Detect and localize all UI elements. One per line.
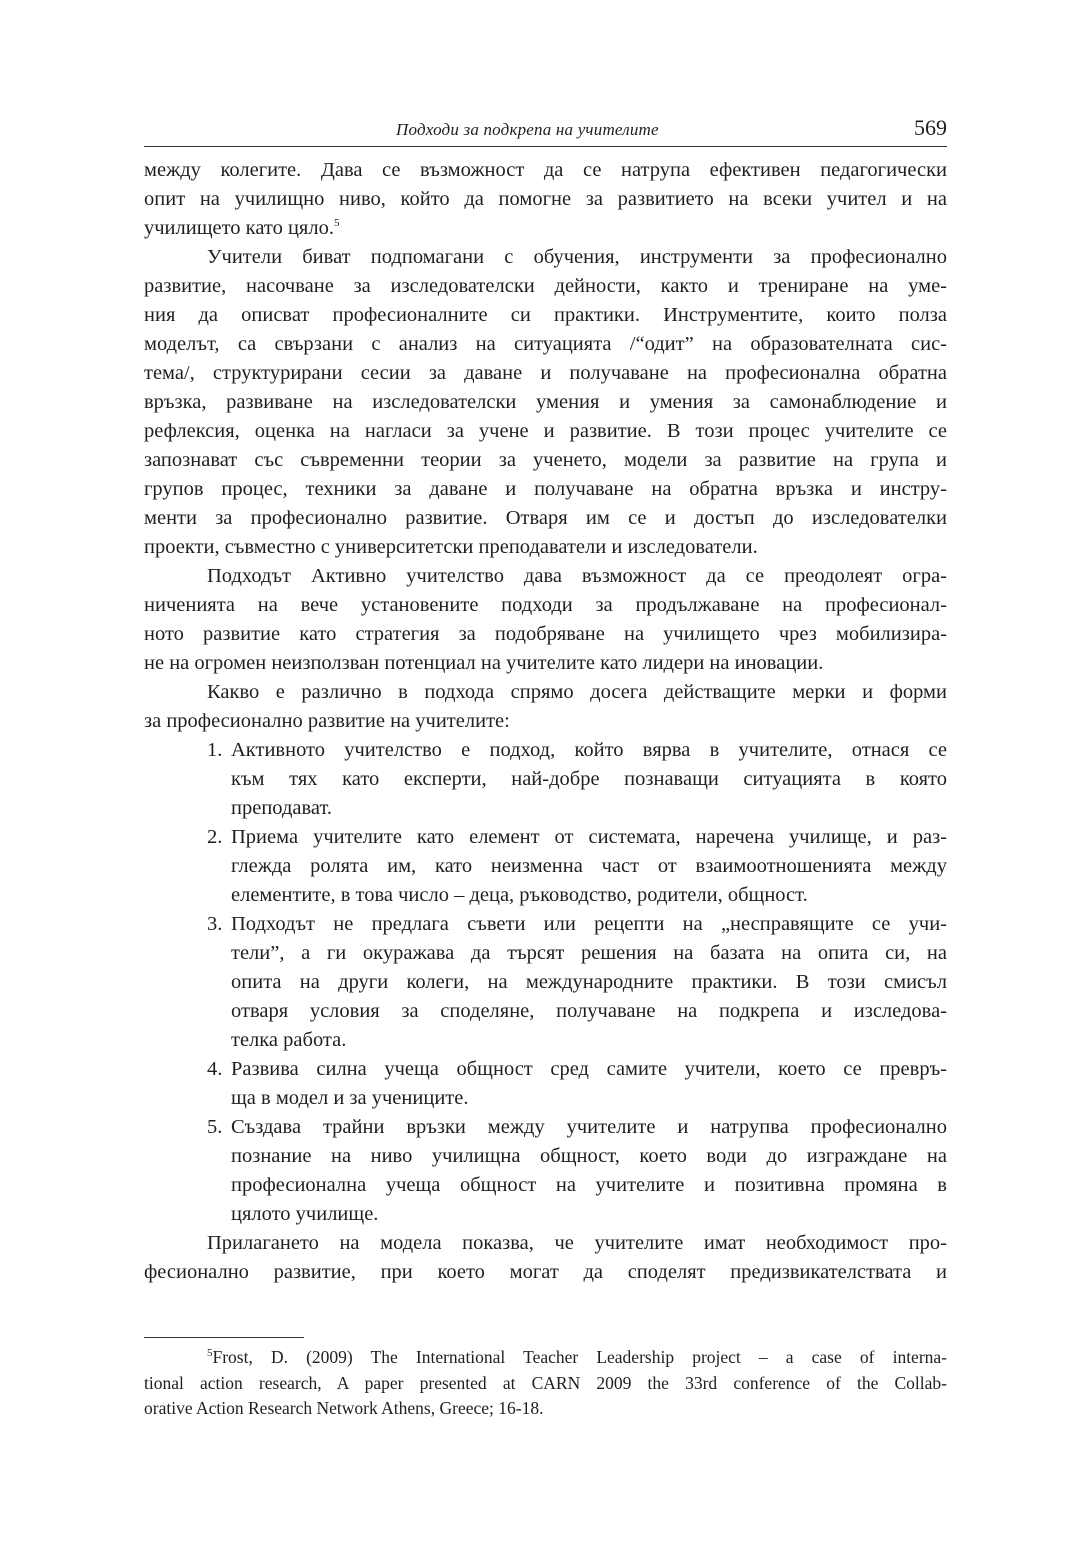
list-number: 2. xyxy=(207,826,223,848)
text-line: не на огромен неизползван потенциал на учителите като лидери на иновации. xyxy=(144,652,824,674)
footnote-reference: 5 xyxy=(333,217,340,230)
numbered-list xyxy=(144,736,947,1229)
paragraph xyxy=(144,562,947,678)
text-line: Какво е различно в подхода спрямо досега действащите мерки и форми xyxy=(207,681,947,703)
text-line: телка работа. xyxy=(231,1029,347,1051)
text-line: преподават. xyxy=(231,797,332,819)
paragraph xyxy=(144,1229,947,1287)
text-line: елементите, в това число – деца, ръководство, родители, общност. xyxy=(231,884,808,906)
list-number: 3. xyxy=(207,913,223,935)
text-line: Създава трайни връзки между учителите и натрупва професионално xyxy=(231,1116,947,1138)
text-line: за професионално развитие на учителите: xyxy=(144,710,510,732)
text-line: Подходът Активно учителство дава възможност да се преодолеят огра- xyxy=(207,565,947,587)
paragraph xyxy=(144,243,947,562)
list-number: 1. xyxy=(207,739,223,761)
list-item xyxy=(207,823,947,910)
footnote-line xyxy=(144,1345,947,1371)
text-line: връзка, развиване на изследователски умения и умения за самонаблюдение и xyxy=(144,391,947,413)
text-line: Активното учителство е подход, който вярва в учителите, отнася се xyxy=(231,739,947,761)
text-line: менти за професионално развитие. Отваря им се и достъп до изследователки xyxy=(144,507,947,529)
text-line: Развива силна учеща общност сред самите учители, което се превръ- xyxy=(231,1058,947,1080)
text-line: развитие, насочване за изследователски дейности, както и трениране на уме- xyxy=(144,275,947,297)
list-item xyxy=(207,1113,947,1229)
text-line: Подходът не предлага съвети или рецепти на „несправящите се учи- xyxy=(231,913,947,935)
running-header xyxy=(144,112,947,147)
text-line: познание на ниво училищна общност, което води до изграждане на xyxy=(231,1145,947,1167)
list-number: 4. xyxy=(207,1058,223,1080)
list-number: 5. xyxy=(207,1116,223,1138)
page-number: 569 xyxy=(914,115,947,140)
footnote-line: tional action research, A paper presented at CARN 2009 the 33rd conference of the Collab- xyxy=(144,1372,947,1393)
text-line: ща в модел и за учениците. xyxy=(231,1087,469,1109)
footnote-line: orative Action Research Network Athens, Greece; 16-18. xyxy=(144,1398,544,1418)
page xyxy=(144,112,947,1287)
body-text xyxy=(144,156,947,1287)
text-line: цялото училище. xyxy=(231,1203,379,1225)
text-line: ното развитие като стратегия за подобряване на училището чрез мобилизира- xyxy=(144,623,947,645)
text-line: ниченията на вече установените подходи за продължаване на професионал- xyxy=(144,594,947,616)
text-line: ния да описват професионалните си практики. Инструментите, които полза xyxy=(144,304,947,326)
text-line: към тях като експерти, най-добре познаващи ситуацията в която xyxy=(231,768,947,790)
text-line: моделът, са свързани с анализ на ситуацията /“одит” на образователната сис- xyxy=(144,333,947,355)
text-line: глежда ролята им, като неизменна част от взаимоотношенията между xyxy=(231,855,947,877)
text-line: опит на училищно ниво, който да помогне за развитието на всеки учител и на xyxy=(144,188,947,210)
text-line: Приема учителите като елемент от системата, наречена училище, и раз- xyxy=(231,826,947,848)
list-item xyxy=(207,736,947,823)
text-line: отваря условия за споделяне, получаване на подкрепа и изследова- xyxy=(231,1000,947,1022)
text-line: между колегите. Дава се възможност да се натрупа ефективен педагогически xyxy=(144,159,947,181)
text-line: групов процес, техники за даване и получаване на обратна връзка и инстру- xyxy=(144,478,947,500)
footnote-marker: 5 xyxy=(207,1347,213,1360)
text-line: проекти, съвместно с университетски преподаватели и изследователи. xyxy=(144,536,758,558)
text-fragment: училището като цяло. xyxy=(144,217,334,239)
paragraph xyxy=(144,678,947,736)
running-title: Подходи за подкрепа на учителите xyxy=(396,120,659,139)
text-line: рефлексия, оценка на нагласи за учене и развитие. В този процес учителите се xyxy=(144,420,947,442)
text-line: запознават със съвременни теории за ученето, модели за развитие на група и xyxy=(144,449,947,471)
paragraph xyxy=(144,156,947,243)
text-fragment: Frost, D. (2009) The International Teacher Leadership project – a case of interna- xyxy=(212,1347,947,1367)
text-line: Прилагането на модела показва, че учителите имат необходимост про- xyxy=(207,1232,947,1254)
text-line xyxy=(144,214,947,243)
text-line: тема/, структурирани сесии за даване и получаване на професионална обратна xyxy=(144,362,947,384)
list-item xyxy=(207,1055,947,1113)
list-item xyxy=(207,910,947,1055)
text-line: фесионално развитие, при което могат да споделят предизвикателствата и xyxy=(144,1261,947,1283)
footnote xyxy=(144,1345,947,1422)
text-line: професионална учеща общност на учителите и позитивна промяна в xyxy=(231,1174,947,1196)
text-line: опита на други колеги, на международните практики. В този смисъл xyxy=(231,971,947,993)
text-line: тели”, а ги окуражава да търсят решения на базата на опита си, на xyxy=(231,942,947,964)
footnote-separator xyxy=(144,1337,304,1338)
text-line: Учители биват подпомагани с обучения, инструменти за професионално xyxy=(207,246,947,268)
